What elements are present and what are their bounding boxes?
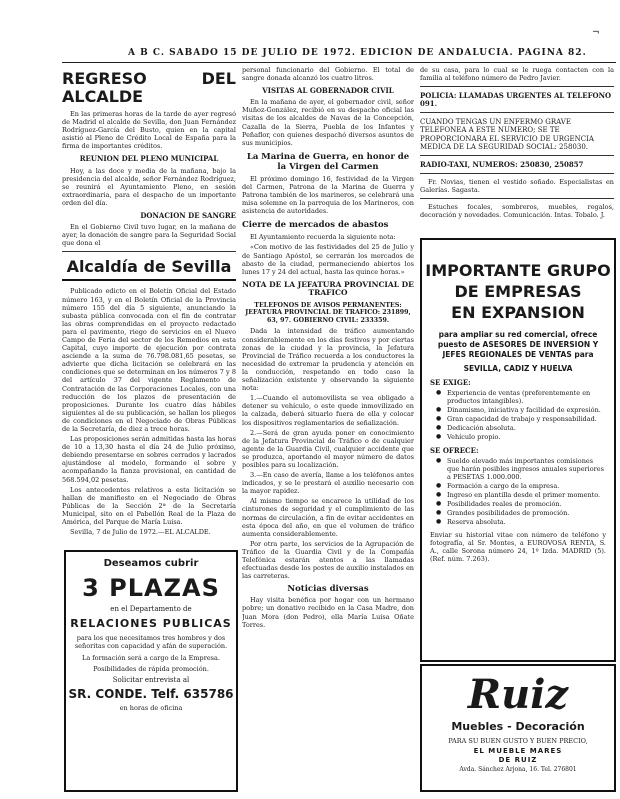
running-head: A B C. SABADO 15 DE JULIO DE 1972. EDICION DE ANDALUCIA. PAGINA 82. xyxy=(128,48,587,58)
ad-line: Deseamos cubrir xyxy=(103,558,199,569)
paragraph: 3.—En caso de avería, llame a los teléfonos antes indicados, y se le prestará el auxilio necesario con la mayor rapidez. xyxy=(242,471,414,496)
exige-list xyxy=(436,389,606,441)
ofrece-label: SE OFRECE: xyxy=(430,446,479,455)
ad-line: DE EMPRESAS xyxy=(454,282,582,301)
ad-line: RELACIONES PUBLICAS xyxy=(70,617,232,630)
ad-line: Muebles - Decoración xyxy=(451,720,585,733)
paragraph: 1.—Cuando el automovilista se vea obligado a detener su vehículo, o este quede inmovilizado en la calzada, deberá situarlo fuera de ella y colocar los dispositivos reglamentarios de señalización. xyxy=(242,394,414,427)
divider xyxy=(420,112,614,113)
ad-line: para los que necesitamos tres hombres y dos señoritas con capacidad y afán de superación. xyxy=(74,634,228,650)
notice-radiotaxi: RADIO-TAXI, NUMEROS: 250830, 250857 xyxy=(420,159,584,169)
headline-marina: La Marina de Guerra, en honor de la Virgen del Carmen xyxy=(246,151,410,172)
exige-label: SE EXIGE: xyxy=(430,378,471,387)
ad-line: La formación será a cargo de la Empresa. xyxy=(82,654,220,662)
divider xyxy=(62,251,236,252)
paragraph: Fr. Novias, tienen el vestido soñado. Especialistas en Galerías. Sagasta. xyxy=(420,177,614,194)
list-item: ● Reserva absoluta. xyxy=(436,518,606,526)
subhead-telefonos: TELEFONOS DE AVISOS PERMANENTES: JEFATURA PROVINCIAL DE TRAFICO: 231899, 63, 97. GOBIERNO CIVIL: 233359. xyxy=(245,301,411,324)
paragraph: Publicado edicto en el Boletín Oficial del Estado número 163, y en el Boletín Oficial de la Provincia número 155 del día 5 siguiente, anunciando la subasta pública convocada con el fin de contratar las obras comprendidas en el proyecto redactado para el pavimento, riego de servicios en el Nuevo Campo de Feria del sector de los Remedios en esta Capital, cuyo importe de ejecución por contrata asciende a la suma de 76.798.081,65 pesetas, se advierte que dicha licitación se celebrará en las condiciones que se determinan en los números 7 y 8 del artículo 37 del vigente Reglamento de Contratación de las Corporaciones Locales, con una reducción de los plazos de presentación de proposiciones. Durante los cuatro días hábiles siguientes al de su publicación, se hallan los pliegos de condiciones en el Negociado de Obras Públicas de la Secretaría, de diez a trece horas. xyxy=(62,287,236,433)
paragraph: Hoy, a las doce y media de la mañana, bajo la presidencia del alcalde, señor Fernández Rodríguez, se reunirá el Ayuntamiento Pleno, en sesión extraordinaria, para el despacho de un importante orden del día. xyxy=(62,166,236,207)
ad-tres-plazas xyxy=(64,550,238,792)
ad-line: SEVILLA, CADIZ Y HUELVA xyxy=(463,364,573,373)
ad-line: Solicitar entrevista al xyxy=(112,676,190,684)
list-item: ● Dinamismo, iniciativa y facilidad de expresión. xyxy=(436,406,606,414)
list-item: ● Sueldo elevado más importantes comisiones que harán posibles ingresos anuales superiores a PESETAS 1.000.000. xyxy=(436,457,606,481)
list-item: ● Ingreso en plantilla desde el primer momento. xyxy=(436,491,606,499)
paragraph: personal funcionario del Gobierno. El total de sangre donada alcanzó los cuatro litros. xyxy=(242,66,414,83)
paragraph: Los antecedentes relativos a esta licitación se hallan de manifiesto en el Negociado de Obras Públicas de la Sección 2ª de la Secretaría Municipal, sito en el Pabellón Real de la Plaza de América, del Parque de María Luisa. xyxy=(62,485,236,527)
list-item: ● Dedicación absoluta. xyxy=(436,424,606,432)
paragraph: Al mismo tiempo se encarece la utilidad de los cinturones de seguridad y el cumplimiento de las normas de circulación, a fin de evitar accidentes en esta época del año, en que el volumen de tráfico aumenta considerablemente. xyxy=(242,497,414,538)
paragraph: de su casa, para lo cual se le ruega contacten con la familia al teléfono número de Pedro Javier. xyxy=(420,66,614,83)
paragraph: En las primeras horas de la tarde de ayer regresó de Madrid el alcalde de Sevilla, don Juan Fernández Rodríguez-García del Busto, quien en la capital asistió al Pleno de Crédito Local de España para la firma de importantes créditos. xyxy=(62,110,236,151)
paragraph: Dada la intensidad de tráfico aumentando considerablemente en los días festivos y por ciertas zonas de la ciudad y la provincia, la Jefatura Provincial de Tráfico recuerda a los conductores la necesidad de extremar la prudencia y atención en la conducción, respetando en todo caso la señalización existente y observando la siguiente nota: xyxy=(242,327,414,393)
ad-line: EL MUEBLE MARES xyxy=(473,747,563,755)
list-item: ● Formación a cargo de la empresa. xyxy=(436,482,606,490)
headline-alcaldia: Alcaldía de Sevilla xyxy=(62,258,236,281)
divider xyxy=(420,198,614,199)
ad-line: en el Departamento de xyxy=(110,605,192,613)
list-item: ● Posibilidades reales de promoción. xyxy=(436,500,606,508)
headline-noticias: Noticias diversas xyxy=(287,584,369,595)
paragraph: «Con motivo de las festividades del 25 de Julio y de Santiago Apóstol, se cerrarán los mercados de abasto de la ciudad, permaneciendo abiertos los lunes 17 y 24 del actual, hasta las quince horas.» xyxy=(242,243,414,276)
ad-address: Avda. Sánchez Arjona, 16. Tel. 276801 xyxy=(459,766,577,773)
divider xyxy=(420,173,614,174)
paragraph: En la mañana de ayer, el gobernador civil, señor Muñoz-González, recibió en su despacho oficial las visitas de los alcaldes de Navas de la Concepción, Cazalla de la Sierra, Puebla de los Infantes y Peñaflor, con quienes despachó diversos asuntos de sus municipios. xyxy=(242,98,414,147)
ad-line: EN EXPANSION xyxy=(451,303,585,322)
divider xyxy=(420,155,614,156)
list-item: ● Experiencia de ventas (preferentemente en productos intangibles). xyxy=(436,389,606,405)
ad-contact: Enviar su historial vitae con número de teléfono y fotografía, al Sr. Montes, a EUROVOSA RENTA, S. A., calle Sorona número 24, 1º Izda. MADRID (5). (Ref. núm. 7.263). xyxy=(430,531,606,563)
subhead-donacion: DONACION DE SANGRE xyxy=(140,211,236,221)
column-right xyxy=(420,66,614,236)
header-rule xyxy=(62,62,616,63)
divider xyxy=(420,86,614,87)
paragraph: Por otra parte, los servicios de la Agrupación de Tráfico de la Guardia Civil y de la Compañía Telefónica estarán atentos a las llamadas efectuadas desde los postes de auxilio instalados en las carreteras. xyxy=(242,539,414,581)
notice-policia: POLICIA: LLAMADAS URGENTES AL TELEFONO 091. xyxy=(420,91,612,109)
headline-regreso: REGRESO DEL ALCALDE xyxy=(62,69,236,106)
subhead-visitas: VISITAS AL GOBERNADOR CIVIL xyxy=(262,86,394,96)
list-item: ● Gran capacidad de trabajo y responsabilidad. xyxy=(436,415,606,423)
ruiz-logo: Ruiz xyxy=(467,671,569,718)
paragraph: Las proposiciones serán admitidas hasta las horas de 10 a 13,30 hasta el día 24 de Julio próximo, debiendo presentarse en sobres cerrados y lacrados ajustándose al modelo, formando el sobre y acompañando la fianza provisional, en cantidad de 568.594,02 pesetas. xyxy=(62,435,236,484)
ad-line: IMPORTANTE GRUPO xyxy=(425,261,611,280)
notice-urgencia: CUANDO TENGAS UN ENFERMO GRAVE TELEFONEA A ESTE NUMERO; SE TE PROPORCIONARA EL SERVICIO DE URGENCIA MEDICA DE LA SEGURIDAD SOCIAL: 258030. xyxy=(420,118,594,151)
corner-mark: ¬ xyxy=(592,28,600,38)
ad-line: PARA SU BUEN GUSTO Y BUEN PRECIO, xyxy=(448,737,588,745)
headline-trafico: NOTA DE LA JEFATURA PROVINCIAL DE TRAFICO xyxy=(242,279,414,297)
paragraph: El próximo domingo 16, festividad de la Virgen del Carmen, Patrona de la Marina de Guerra y Patrona también de los marineros, se celebrará una misa solemne en la parroquia de los Marineros, con asistencia de autoridades. xyxy=(242,174,414,216)
ad-grupo-empresas xyxy=(420,238,616,662)
subhead-pleno: REUNION DEL PLENO MUNICIPAL xyxy=(79,154,219,164)
ad-ruiz xyxy=(420,664,616,792)
ad-line: 3 PLAZAS xyxy=(82,574,220,602)
ad-line: DE RUIZ xyxy=(498,756,538,764)
ad-contact: SR. CONDE. Telf. 635786 xyxy=(68,687,234,701)
column-middle xyxy=(242,66,414,794)
ad-line: en horas de oficina xyxy=(119,704,183,712)
paragraph: 2.—Será de gran ayuda poner en conocimiento de la Jefatura Provincial de Tráfico o de cualquier agente de la Guardia Civil, cualquier accidente que se produzca, aportando el mayor número de datos posibles para su localización. xyxy=(242,428,414,469)
list-item: ● Vehículo propio. xyxy=(436,433,606,441)
ad-line: Posibilidades de rápida promoción. xyxy=(93,665,209,673)
ad-line: para ampliar su red comercial, ofrece puesto de ASESORES DE INVERSION Y JEFES REGIONALES DE VENTAS para xyxy=(437,330,599,359)
column-left xyxy=(62,66,236,551)
paragraph: El Ayuntamiento recuerda la siguiente nota: xyxy=(250,233,396,242)
paragraph: Estuches focales, sombreros, muebles, regalos, decoración y novedades. Comunicación. Intas. Tobalo. J. xyxy=(420,203,614,220)
headline-mercados: Cierre de mercados de abastos xyxy=(242,220,389,231)
list-item: ● Grandes posibilidades de promoción. xyxy=(436,509,606,517)
paragraph: Hay visita benéfica por hogar con un hermano pobre; un donativo recibido en la Casa Madre, don Juan Mora (don Pedro), ella María Luisa Oñate Torres. xyxy=(242,596,414,629)
ofrece-list xyxy=(436,457,606,526)
paragraph: En el Gobierno Civil tuvo lugar, en la mañana de ayer, la donación de sangre para la Seguridad Social que dona el xyxy=(62,223,236,248)
paragraph: Sevilla, 7 de Julio de 1972.—EL ALCALDE. xyxy=(70,528,211,537)
